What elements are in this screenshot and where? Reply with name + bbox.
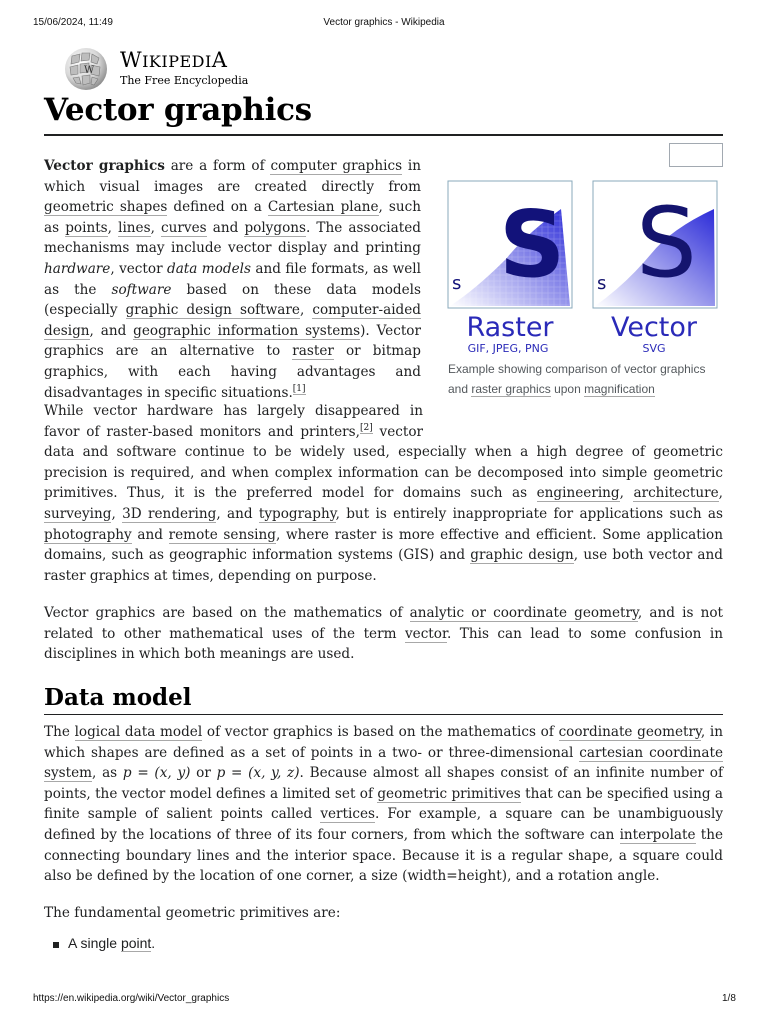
print-footer-url: https://en.wikipedia.org/wiki/Vector_graphics (33, 993, 230, 1004)
vector-formats: SVG (642, 342, 666, 355)
figure-caption: Example showing comparison of vector graphics and raster graphics upon magnification (448, 362, 706, 396)
link-coordinate-geometry[interactable]: coordinate geometry (558, 724, 701, 740)
link-computer-graphics[interactable]: computer graphics (270, 158, 403, 174)
link-geometric-primitives[interactable]: geometric primitives (377, 785, 521, 802)
page-title: Vector graphics (44, 92, 312, 128)
link-computer-aided-design[interactable]: computer-aided design (44, 302, 421, 339)
image-magnify-box[interactable] (669, 143, 723, 167)
link-graphic-design[interactable]: graphic design (470, 547, 574, 564)
intro-paragraph-3: Vector graphics are based on the mathematics of analytic or coordinate geometry, and is not related to other mathematical uses of the term vector. This can lead to some confusion in disciplines in which both meanings are used. (44, 605, 723, 663)
link-cartesian-plane[interactable]: Cartesian plane (267, 199, 379, 216)
list-bullet (53, 942, 59, 948)
vector-small-letter: s (597, 273, 607, 294)
raster-label: Raster (466, 312, 554, 343)
intro-paragraph-1: Vector graphics are a form of computer graphics in which visual images are created directly from geometric shapes defined on a Cartesian plane, such as points, lines, curves and polygons. The associated mechanisms may include vector display and printing hardware, vector data models and file formats, as well as the software based on these data models (especially graphic design software, computer-aided design, and geographic information systems). Vector graphics are an alternative to raster or bitmap graphics, with each having advantages and disadvantages in specific situations.[1] (44, 158, 422, 401)
link-polygons[interactable]: polygons (244, 219, 306, 236)
link-analytic-geometry[interactable]: analytic or coordinate geometry (409, 605, 638, 621)
link-curves[interactable]: curves (161, 219, 207, 236)
link-points[interactable]: points (65, 219, 108, 236)
raster-vs-vector-figure[interactable] (446, 179, 722, 359)
wikipedia-globe-logo[interactable] (62, 46, 110, 92)
print-footer-page-number: 1/8 (722, 993, 736, 1004)
brand-name: WIKIPEDIA (120, 48, 228, 72)
title-rule (44, 134, 723, 136)
data-model-paragraph-2: The fundamental geometric primitives are: (44, 905, 341, 921)
reference-2[interactable]: [2] (359, 423, 373, 434)
link-vertices[interactable]: vertices (320, 806, 375, 823)
link-geographic-information-systems[interactable]: geographic information systems (133, 322, 361, 339)
print-header-datetime: 15/06/2024, 11:49 (33, 17, 113, 28)
link-logical-data-model[interactable]: logical data model (74, 724, 203, 740)
link-raster[interactable]: raster (292, 343, 334, 360)
list-item: A single point. (68, 935, 156, 951)
link-engineering[interactable]: engineering (536, 485, 620, 502)
link-magnification[interactable]: magnification (584, 381, 655, 396)
link-surveying[interactable]: surveying (44, 505, 112, 522)
vector-big-letter: S (636, 187, 697, 299)
brand-tagline: The Free Encyclopedia (120, 74, 249, 87)
link-remote-sensing[interactable]: remote sensing (168, 526, 276, 543)
reference-1[interactable]: [1] (292, 384, 306, 394)
raster-formats: GIF, JPEG, PNG (467, 342, 549, 355)
link-point[interactable]: point (120, 935, 152, 951)
svg-text:W: W (84, 65, 95, 76)
link-vector[interactable]: vector (404, 625, 447, 642)
link-cartesian-coordinate-system[interactable]: cartesian coordinate system (44, 744, 723, 782)
data-model-paragraph-1: The logical data model of vector graphics is based on the mathematics of coordinate geometry, in which shapes are defined as a set of points in a two- or three-dimensional cartesian coordinate system, as p = (x, y) or p = (x, y, z). Because almost all shapes consist of an infinite number of points, the vector model defines a limited set of geometric primitives that can be specified using a finite sample of salient points called vertices. For example, a square can be unambiguously defined by the locations of three of its four corners, from which the software can interpolate the connecting boundary lines and the interior space. Because it is a regular shape, a square could also be defined by the location of one corner, a size (width=height), and a rotation angle. (44, 724, 724, 885)
section-rule (44, 714, 723, 715)
lead-bold-term: Vector graphics (44, 158, 165, 174)
link-geometric-shapes[interactable]: geometric shapes (44, 199, 168, 216)
link-raster-graphics[interactable]: raster graphics (471, 381, 551, 396)
print-header-title: Vector graphics - Wikipedia (323, 17, 445, 28)
link-3d-rendering[interactable]: 3D rendering (122, 505, 217, 522)
link-lines[interactable]: lines (118, 219, 151, 236)
link-interpolate[interactable]: interpolate (619, 826, 696, 843)
raster-small-letter: s (452, 273, 462, 294)
intro-paragraph-2: While vector hardware has largely disappeared in favor of raster-based monitors and printers,[2] vector data and software continue to be widely used, especially when a high degree of geometric precision is required, and when complex information can be decomposed into simple geometric primitives. Thus, it is the preferred model for domains such as engineering, architecture, surveying, 3D rendering, and typography, but is entirely inappropriate for applications such as photography and remote sensing, where raster is more effective and efficient. Some application domains, such as geographic information systems (GIS) and graphic design, use both vector and raster graphics at times, depending on purpose. (44, 403, 723, 584)
link-graphic-design-software[interactable]: graphic design software (125, 302, 300, 319)
raster-big-letter: S (499, 191, 566, 298)
vector-label: Vector (610, 312, 698, 343)
wikipedia-wordmark[interactable] (120, 49, 248, 87)
link-photography[interactable]: photography (44, 526, 132, 543)
link-architecture[interactable]: architecture (633, 485, 719, 502)
link-typography[interactable]: typography (258, 505, 336, 522)
section-heading-data-model: Data model (44, 684, 192, 711)
